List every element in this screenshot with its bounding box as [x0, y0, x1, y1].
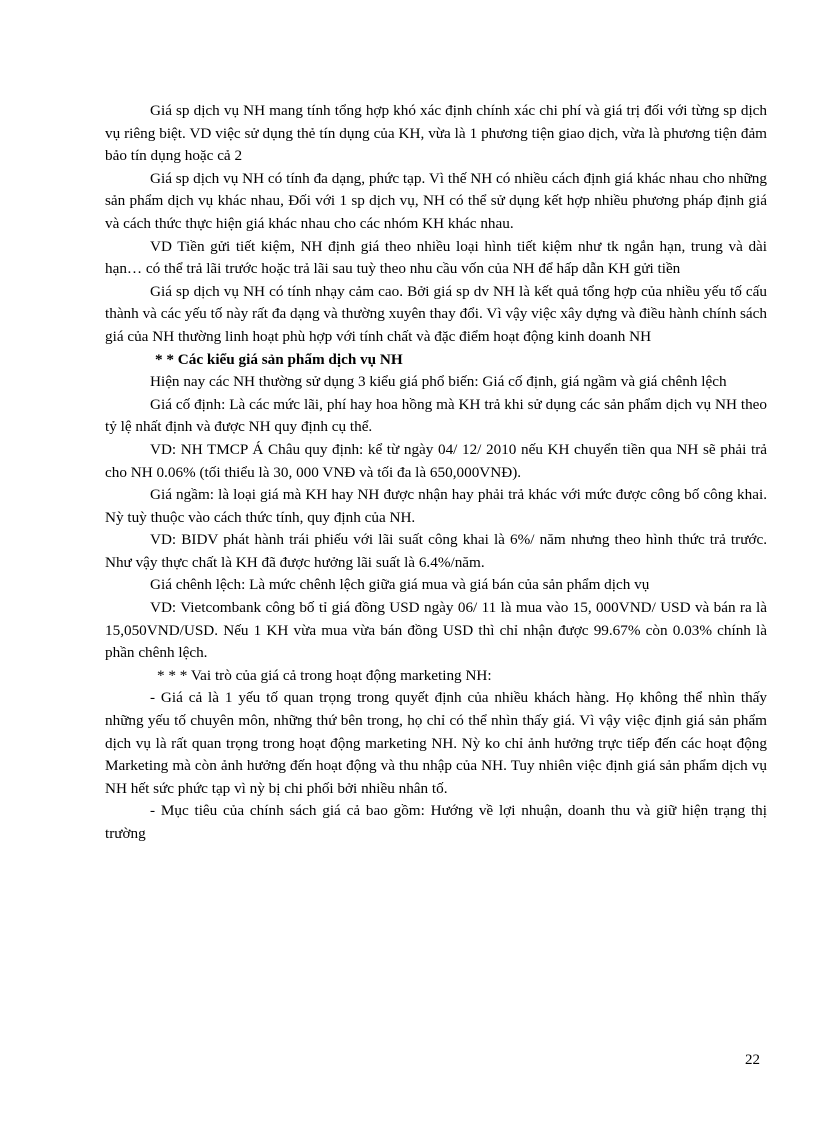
section-heading: * * Các kiểu giá sản phẩm dịch vụ NH: [155, 350, 403, 368]
subsection-heading: * * * Vai trò của giá cả trong hoạt động marketing NH:: [157, 666, 492, 684]
paragraph: Hiện nay các NH thường sử dụng 3 kiểu giá phổ biến: Giá cố định, giá ngầm và giá chênh lệch: [150, 373, 727, 391]
paragraph: VD: BIDV phát hành trái phiếu với lãi suất công khai là 6%/ năm nhưng theo hình thức trả trước. Như vậy thực chất là KH đã được hưởng lãi suất là 6.4%/năm.: [105, 531, 767, 571]
paragraph: Giá sp dịch vụ NH mang tính tổng hợp khó xác định chính xác chi phí và giá trị đối với từng sp dịch vụ riêng biệt. VD việc sử dụng thẻ tín dụng của KH, vừa là 1 phương tiện giao dịch, vừa là phương tiện đảm bảo tín dụng hoặc cả 2: [105, 102, 767, 165]
paragraph: VD Tiền gửi tiết kiệm, NH định giá theo nhiều loại hình tiết kiệm như tk ngắn hạn, trung và dài hạn… có thể trả lãi trước hoặc trả lãi sau tuỳ theo nhu cầu vốn của NH để hấp dẫn KH gửi tiền: [105, 237, 767, 278]
paragraph: VD: Vietcombank công bố tỉ giá đồng USD ngày 06/ 11 là mua vào 15, 000VND/ USD và bán ra là 15,050VND/USD. Nếu 1 KH vừa mua vừa bán đồng USD thì chỉ nhận được 99.67% còn 0.03% chính là phần chênh lệch.: [105, 599, 767, 662]
paragraph: VD: NH TMCP Á Châu quy định: kể từ ngày 04/ 12/ 2010 nếu KH chuyển tiền qua NH sẽ phải trả cho NH 0.06% (tối thiểu là 30, 000 VNĐ và tối đa là 650,000VNĐ).: [105, 440, 767, 481]
document-body: [105, 100, 767, 846]
paragraph: Giá sp dịch vụ NH có tính đa dạng, phức tạp. Vì thế NH có nhiều cách định giá khác nhau cho những sản phẩm dịch vụ khác nhau, Đối với 1 sp dịch vụ, NH có thể sử dụng kết hợp nhiều phương pháp định giá và cách thức thực hiện giá khác nhau cho các nhóm KH khác nhau.: [105, 169, 767, 232]
paragraph: - Giá cả là 1 yếu tố quan trọng trong quyết định của nhiều khách hàng. Họ không thể nhìn thấy những yếu tố chuyên môn, những thứ bên trong, họ chỉ có thể nhìn thấy giá. Vì vậy việc định giá sản phẩm dịch vụ là rất quan trọng trong hoạt động marketing NH. Nỳ ko chỉ ảnh hưởng trực tiếp đến các hoạt động Marketing mà còn ảnh hưởng đến hoạt động và thu nhập của NH. Tuy nhiên việc định giá sản phẩm dịch vụ NH hết sức phức tạp vì nỳ bị chi phối bởi nhiều nhân tố.: [105, 689, 767, 797]
paragraph: Giá cố định: Là các mức lãi, phí hay hoa hồng mà KH trả khi sử dụng các sản phẩm dịch vụ NH theo tỷ lệ nhất định và được NH quy định cụ thể.: [105, 395, 767, 436]
paragraph: Giá chênh lệch: Là mức chênh lệch giữa giá mua và giá bán của sản phẩm dịch vụ: [150, 576, 650, 594]
paragraph: Giá ngầm: là loại giá mà KH hay NH được nhận hay phải trả khác với mức được công bố công khai. Nỳ tuỳ thuộc vào cách thức tính, quy định của NH.: [105, 486, 767, 526]
paragraph: Giá sp dịch vụ NH có tính nhạy cảm cao. Bởi giá sp dv NH là kết quả tổng hợp của nhiều yếu tố cấu thành và các yếu tố này rất đa dạng và thường xuyên thay đổi. Vì vậy việc xây dựng và điều hành chính sách giá của NH thường linh hoạt phù hợp với tính chất và đặc điểm hoạt động kinh doanh NH: [105, 282, 767, 345]
page-number: 22: [745, 1052, 760, 1068]
paragraph: - Mục tiêu của chính sách giá cả bao gồm: Hướng về lợi nhuận, doanh thu và giữ hiện trạng thị trường: [105, 802, 767, 842]
